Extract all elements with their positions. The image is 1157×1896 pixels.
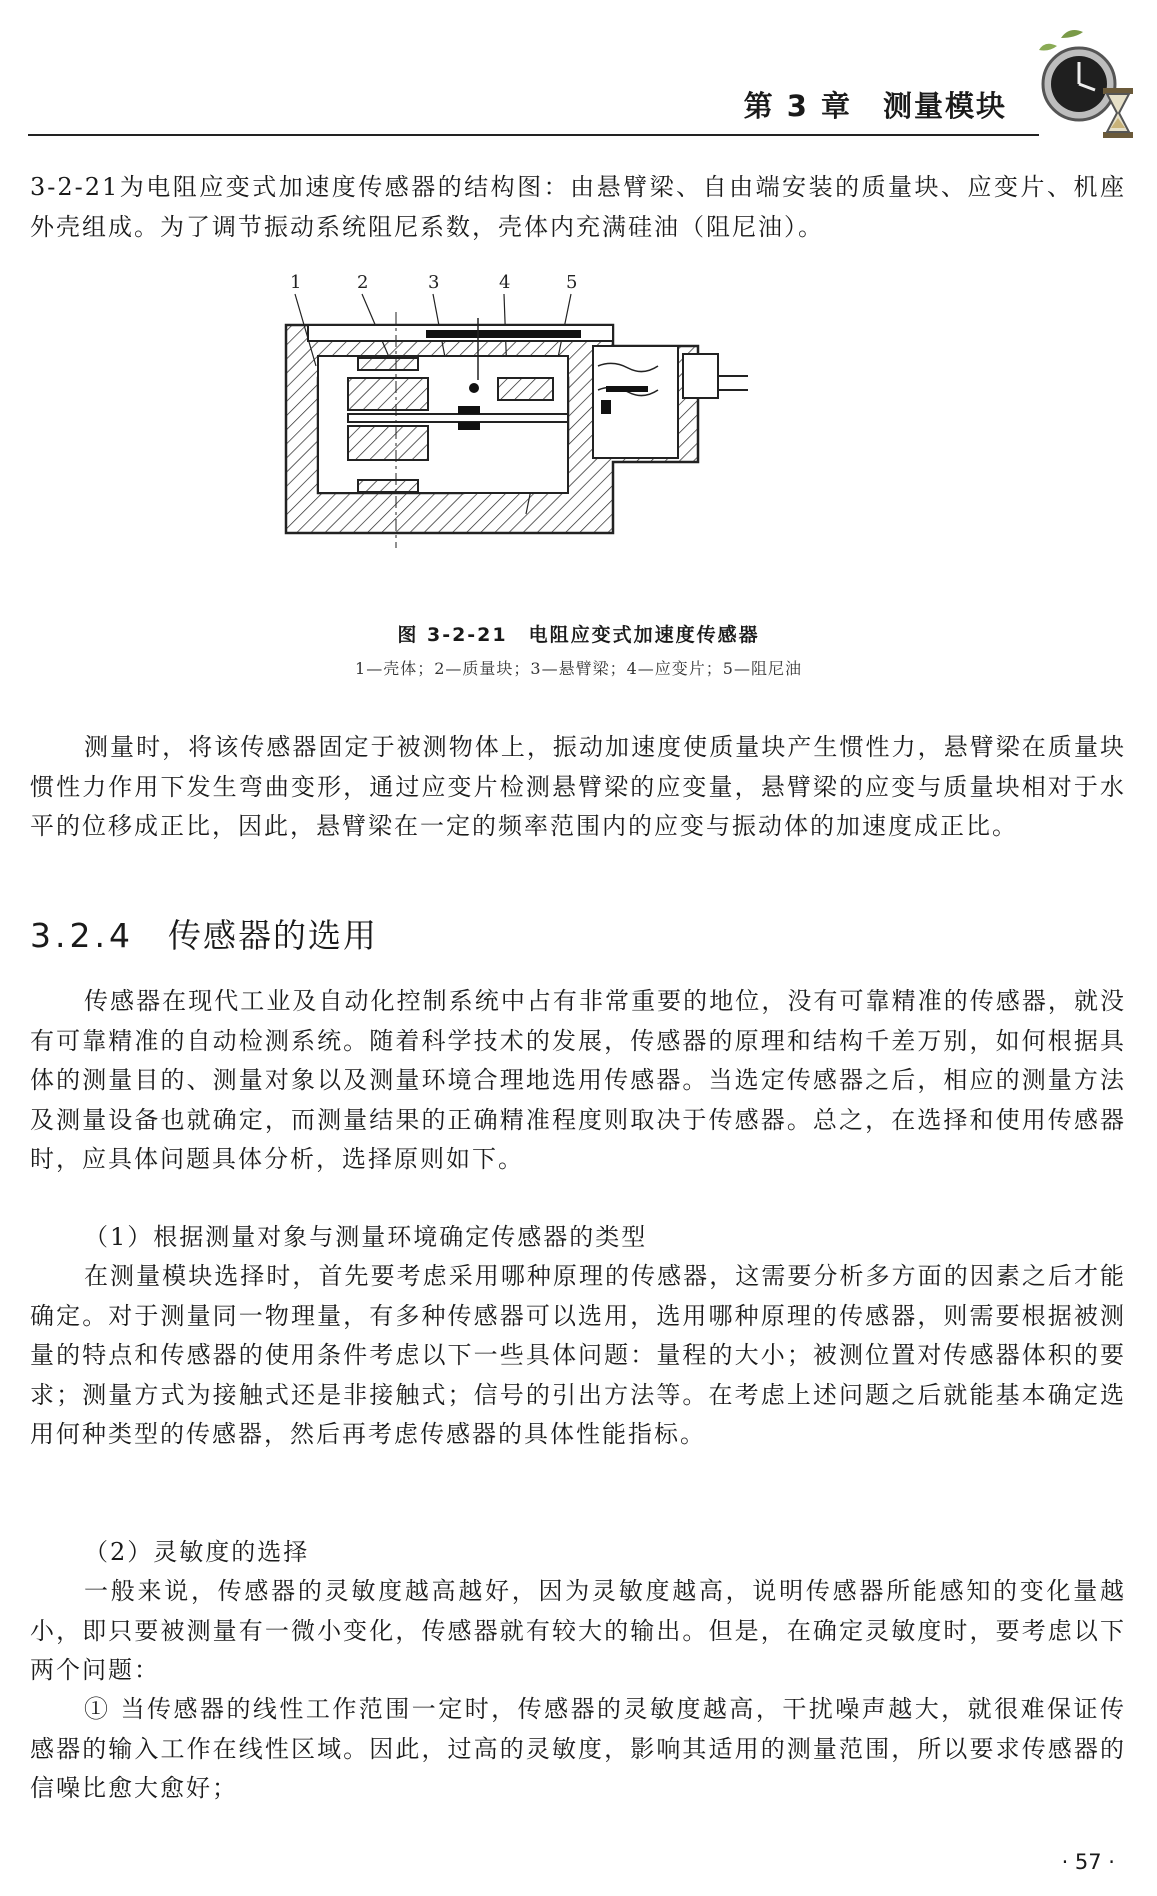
intro-paragraph: 3-2-21为电阻应变式加速度传感器的结构图：由悬臂梁、自由端安装的质量块、应变片、机座外壳组成。为了调节振动系统阻尼系数，壳体内充满硅油（阻尼油）。 [30,173,1126,241]
accelerometer-structure-diagram [278,268,878,598]
header-rule [28,134,1039,136]
label-5: 5 [566,272,578,293]
clock-hourglass-icon [1031,24,1139,142]
mass-block-upper [348,378,428,410]
label-4: 4 [499,272,511,293]
top-plate-strip [426,330,581,338]
figure-legend: 1—壳体；2—质量块；3—悬臂梁；4—应变片；5—阻尼油 [355,659,802,678]
strain-gauge-bottom [458,422,480,430]
page-number: · 57 · [1061,1850,1115,1874]
item2-title: （2）灵敏度的选择 [84,1538,310,1566]
figure-labels [290,272,577,293]
page-header [0,0,1157,150]
item1-title: （1）根据测量对象与测量环境确定传感器的类型 [84,1223,648,1251]
cantilever-beam [348,414,568,422]
paragraph-measure: 测量时，将该传感器固定于被测物体上，振动加速度使质量块产生惯性力，悬臂梁在质量块惯性力作用下发生弯曲变形，通过应变片检测悬臂梁的应变量，悬臂梁的应变与质量块相对于水平的位移成正比，因此，悬臂梁在一定的频率范围内的应变与振动体的加速度成正比。 [30,733,1126,840]
item2-body: 一般来说，传感器的灵敏度越高越好，因为灵敏度越高，说明传感器所能感知的变化量越小，即只要被测量有一微小变化，传感器就有较大的输出。但是，在确定灵敏度时，要考虑以下两个问题： [30,1577,1126,1684]
section-number: 3.2.4 [30,916,134,955]
lower-stop [358,480,418,492]
cable-outlet [683,354,718,398]
label-3: 3 [428,272,440,293]
strain-gauge-top [458,406,480,414]
terminal-dot [469,383,479,393]
mass-block-lower [348,426,428,460]
inner-chamber [318,356,568,493]
item2-point1: ① 当传感器的线性工作范围一定时，传感器的灵敏度越高，干扰噪声越大，就很难保证传感器的输入工作在线性区域。因此，过高的灵敏度，影响其适用的测量范围，所以要求传感器的信噪比愈大愈好； [30,1695,1126,1802]
section-heading [30,910,378,957]
label-1: 1 [290,272,302,293]
item1-body: 在测量模块选择时，首先要考虑采用哪种原理的传感器，这需要分析多方面的因素之后才能确定。对于测量同一物理量，有多种传感器可以选用，选用哪种原理的传感器，则需要根据被测量的特点和传感器的使用条件考虑以下一些具体问题：量程的大小；被测位置对传感器体积的要求；测量方式为接触式还是非接触式；信号的引出方法等。在考虑上述问题之后就能基本确定选用何种类型的传感器，然后再考虑传感器的具体性能指标。 [30,1262,1126,1448]
damping-element [498,378,553,400]
figure-caption: 图 3-2-21 电阻应变式加速度传感器 [397,624,760,646]
paragraph-selection: 传感器在现代工业及自动化控制系统中占有非常重要的地位，没有可靠精准的传感器，就没有可靠精准的自动检测系统。随着科学技术的发展，传感器的原理和结构千差万别，如何根据具体的测量目的、测量对象以及测量环境合理地选用传感器。当选定传感器之后，相应的测量方法及测量设备也就确定，而测量结果的正确精准程度则取决于传感器。总之，在选择和使用传感器时，应具体问题具体分析，选择原则如下。 [30,987,1126,1173]
upper-stop [358,358,418,370]
section-title: 传感器的选用 [167,916,378,955]
chapter-title: 第 3 章 测量模块 [743,89,1007,123]
label-2: 2 [357,272,369,293]
